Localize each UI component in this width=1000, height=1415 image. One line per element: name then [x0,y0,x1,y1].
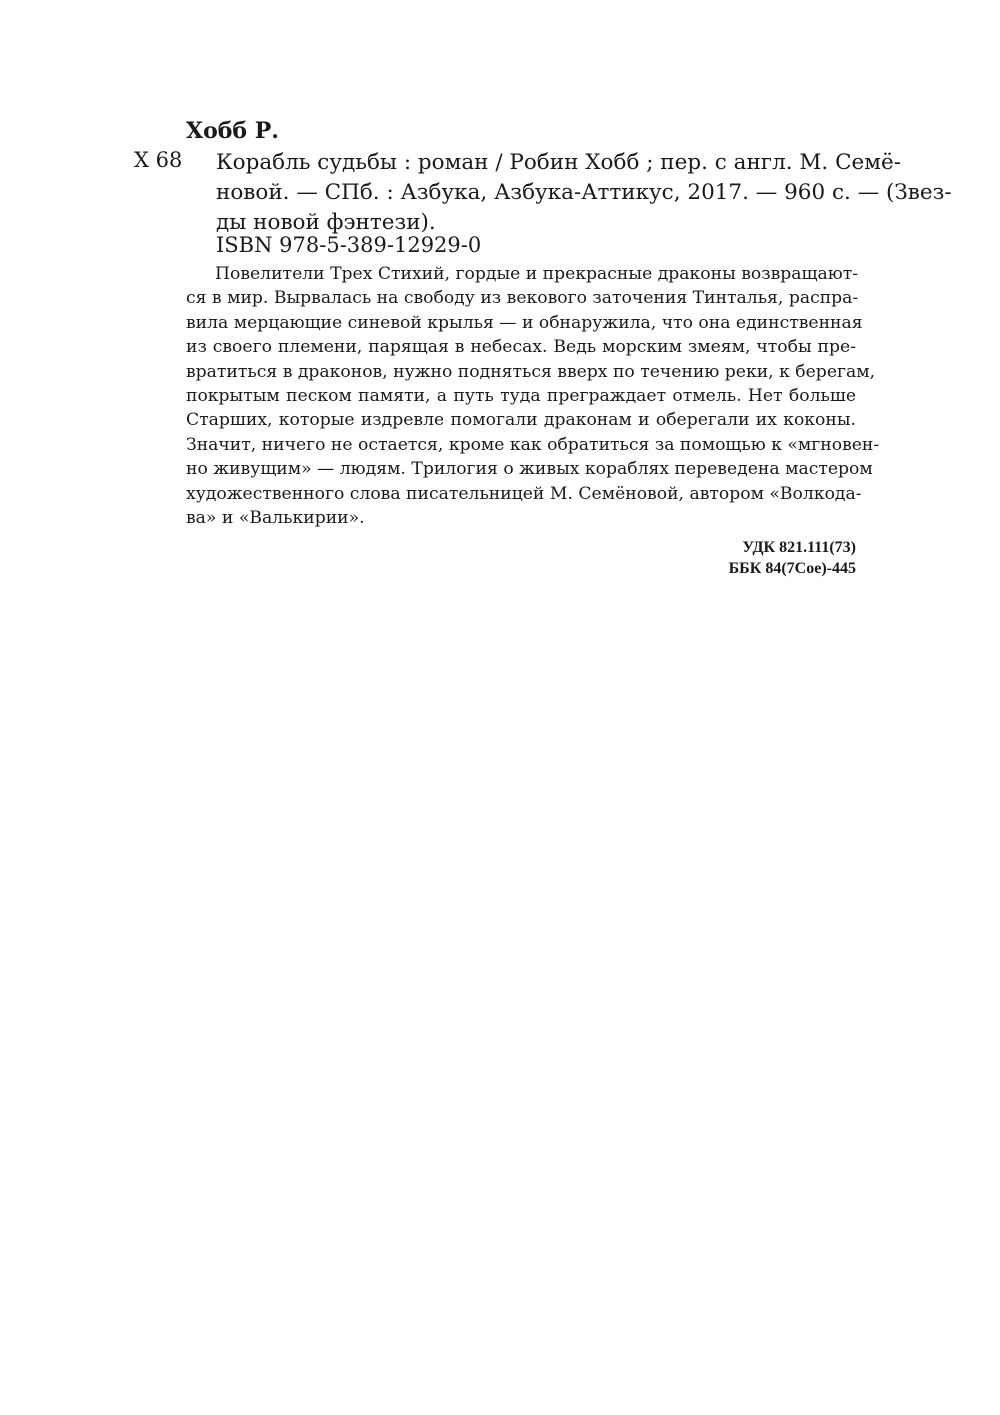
author-code: Х 68 [134,148,183,172]
bbk-code: ББК 84(7Сое)-445 [728,560,856,577]
annotation-line: ся в мир. Вырвалась на свободу из векового заточения Тинталья, распра- [186,288,859,309]
annotation-line: из своего племени, парящая в небесах. Ведь морским змеям, чтобы пре- [186,337,856,358]
bibliographic-line: новой. — СПб. : Азбука, Азбука-Аттикус, 2017. — 960 с. — (Звез- [216,180,952,205]
annotation-line: вила мерцающие синевой крылья — и обнаружила, что она единственная [186,312,863,333]
annotation-line: но живущим» — людям. Трилогия о живых кораблях переведена мастером [186,459,873,480]
bibliographic-line: ды новой фэнтези). [216,210,436,235]
annotation-line: художественного слова писательницей М. Семёновой, автором «Волкода- [186,483,862,504]
annotation-line: ва» и «Валькирии». [186,508,365,529]
annotation-line: Значит, ничего не остается, кроме как обратиться за помощью к «мгновен- [186,434,880,455]
annotation [186,262,880,530]
isbn: ISBN 978-5-389-12929-0 [216,233,482,257]
annotation-line: вратиться в драконов, нужно подняться вверх по течению реки, к берегам, [186,361,876,382]
author-heading: Хобб Р. [186,118,279,144]
classification-codes [729,537,856,579]
annotation-line: Старших, которые издревле помогали драконам и оберегали их коконы. [186,410,856,431]
bibliographic-description [216,148,952,238]
annotation-line: Повелители Трех Стихий, гордые и прекрасные драконы возвращают- [215,264,859,284]
annotation-line: покрытым песком памяти, а путь туда преграждает отмель. Нет больше [186,386,856,407]
bibliographic-line: Корабль судьбы : роман / Робин Хобб ; пер. с англ. М. Семё- [216,150,901,175]
udk-code: УДК 821.111(73) [742,539,856,556]
